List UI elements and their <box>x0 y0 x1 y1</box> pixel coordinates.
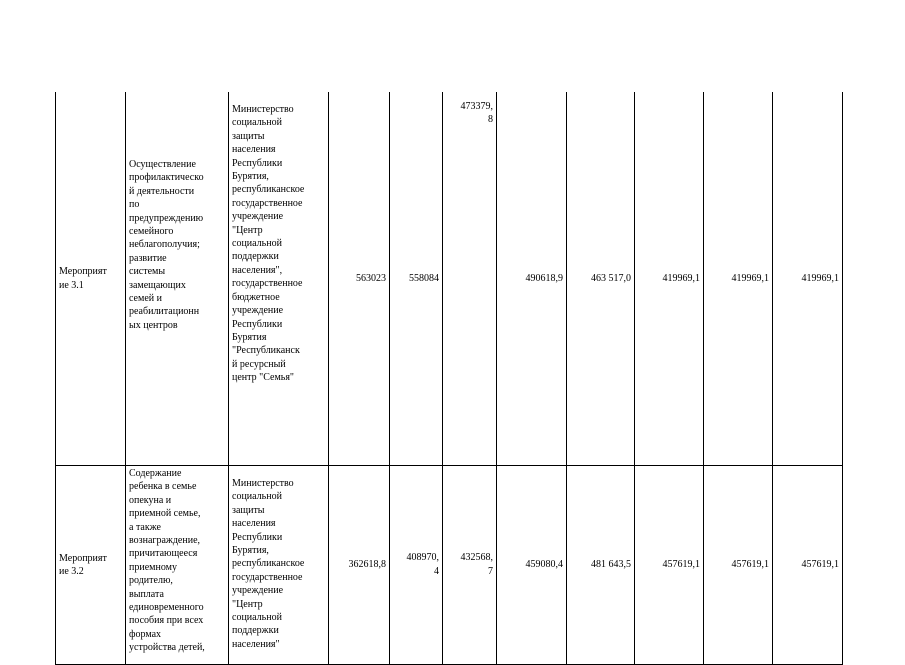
text-line: Бурятия, <box>232 171 269 183</box>
value-cell <box>390 466 443 665</box>
value-cell <box>773 92 843 466</box>
activity-name-cell <box>126 92 229 466</box>
value-text: 459080,4 <box>525 559 563 571</box>
text-line: Бурятия <box>232 331 267 343</box>
text-line: выплата <box>129 588 164 600</box>
code-line: Мероприят <box>59 266 107 278</box>
text-line: населения", <box>232 264 283 276</box>
text-line: родителю, <box>129 575 173 587</box>
text-line: социальной <box>232 612 282 624</box>
text-line: Министерство <box>232 478 294 489</box>
text-line: центр "Семья" <box>232 372 295 384</box>
value-text: 490618,9 <box>525 272 563 284</box>
text-line: а также <box>129 521 161 533</box>
activity-code-cell <box>56 92 126 466</box>
text-line: реабилитационн <box>129 306 200 318</box>
text-line: й деятельности <box>129 185 195 197</box>
value-text: 432568, <box>460 552 493 564</box>
value-cell <box>567 466 635 665</box>
text-line: семей и <box>129 293 162 305</box>
text-line: ых центров <box>129 319 178 331</box>
text-line: учреждение <box>232 211 284 223</box>
value-cell <box>390 92 443 466</box>
text-line: Содержание <box>129 468 182 479</box>
value-cell <box>329 92 390 466</box>
text-line: социальной <box>232 491 282 503</box>
value-cell <box>773 466 843 665</box>
text-line: государственное <box>232 197 303 209</box>
text-line: социальной <box>232 238 282 250</box>
value-text: 419969,1 <box>731 272 769 284</box>
value-text: 419969,1 <box>662 272 700 284</box>
text-line: "Центр <box>232 224 263 236</box>
text-line: опекуна и <box>129 494 172 506</box>
text-line: неблагополучия; <box>129 239 200 251</box>
activity-name-cell <box>126 466 229 665</box>
value-text: 8 <box>488 114 493 126</box>
value-text: 457619,1 <box>801 559 839 571</box>
activity-code-cell <box>56 466 126 665</box>
text-line: единовременного <box>129 602 204 614</box>
text-line: пособия при всех <box>129 615 204 627</box>
value-cell <box>497 92 567 466</box>
value-text: 558084 <box>409 272 439 284</box>
text-line: Министерство <box>232 104 294 115</box>
text-line: замещающих <box>129 279 186 291</box>
text-line: системы <box>129 266 166 278</box>
text-line: учреждение <box>232 585 284 597</box>
value-cell <box>497 466 567 665</box>
code-line: ие 3.2 <box>59 566 84 577</box>
text-line: бюджетное <box>232 291 280 303</box>
text-line: учреждение <box>232 305 284 317</box>
text-line: защиты <box>232 130 265 142</box>
text-line: поддержки <box>232 625 279 637</box>
text-line: республиканское <box>232 558 305 570</box>
table-row <box>56 92 843 466</box>
value-text: 473379, <box>460 101 493 112</box>
code-line: Мероприят <box>59 552 107 564</box>
table-row <box>56 466 843 665</box>
text-line: развитие <box>129 252 167 264</box>
text-line: "Республиканск <box>232 345 300 357</box>
executor-cell <box>229 466 329 665</box>
text-line: населения <box>232 518 276 530</box>
value-text: 408970, <box>406 552 439 564</box>
text-line: Республики <box>232 531 283 543</box>
text-line: Бурятия, <box>232 545 269 557</box>
value-text: 362618,8 <box>348 559 386 571</box>
text-line: социальной <box>232 117 282 129</box>
text-line: населения <box>232 144 276 156</box>
code-line: ие 3.1 <box>59 279 84 291</box>
value-text: 4 <box>434 565 439 577</box>
text-line: Осуществление <box>129 159 196 170</box>
value-text: 457619,1 <box>731 559 769 571</box>
value-cell <box>443 92 497 466</box>
text-line: государственное <box>232 278 303 290</box>
text-line: приемной семье, <box>129 508 201 520</box>
text-line: защиты <box>232 504 265 516</box>
executor-cell <box>229 92 329 466</box>
text-line: населения" <box>232 638 280 650</box>
text-line: Республики <box>232 318 283 330</box>
text-line: по <box>129 199 140 211</box>
value-cell <box>443 466 497 665</box>
text-line: й ресурсный <box>232 358 286 370</box>
value-text: 481 643,5 <box>591 559 631 571</box>
value-text: 463 517,0 <box>591 272 631 284</box>
value-cell <box>635 466 704 665</box>
value-text: 419969,1 <box>801 272 839 284</box>
text-line: устройства детей, <box>129 642 205 654</box>
text-line: семейного <box>129 226 174 238</box>
value-cell <box>329 466 390 665</box>
value-text: 7 <box>488 565 493 577</box>
text-line: профилактическо <box>129 172 204 184</box>
value-cell <box>704 92 773 466</box>
value-cell <box>704 466 773 665</box>
text-line: "Центр <box>232 598 263 610</box>
text-line: поддержки <box>232 251 279 263</box>
text-line: ребенка в семье <box>129 481 197 493</box>
text-line: республиканское <box>232 184 305 196</box>
value-text: 563023 <box>356 272 386 284</box>
value-cell <box>567 92 635 466</box>
text-line: формах <box>129 628 162 640</box>
budget-table <box>55 92 843 665</box>
value-text: 457619,1 <box>662 559 700 571</box>
text-line: приемному <box>129 561 177 573</box>
text-line: Республики <box>232 157 283 169</box>
text-line: предупреждению <box>129 212 204 224</box>
value-cell <box>635 92 704 466</box>
text-line: вознаграждение, <box>129 535 201 547</box>
text-line: причитающееся <box>129 548 198 560</box>
text-line: государственное <box>232 571 303 583</box>
